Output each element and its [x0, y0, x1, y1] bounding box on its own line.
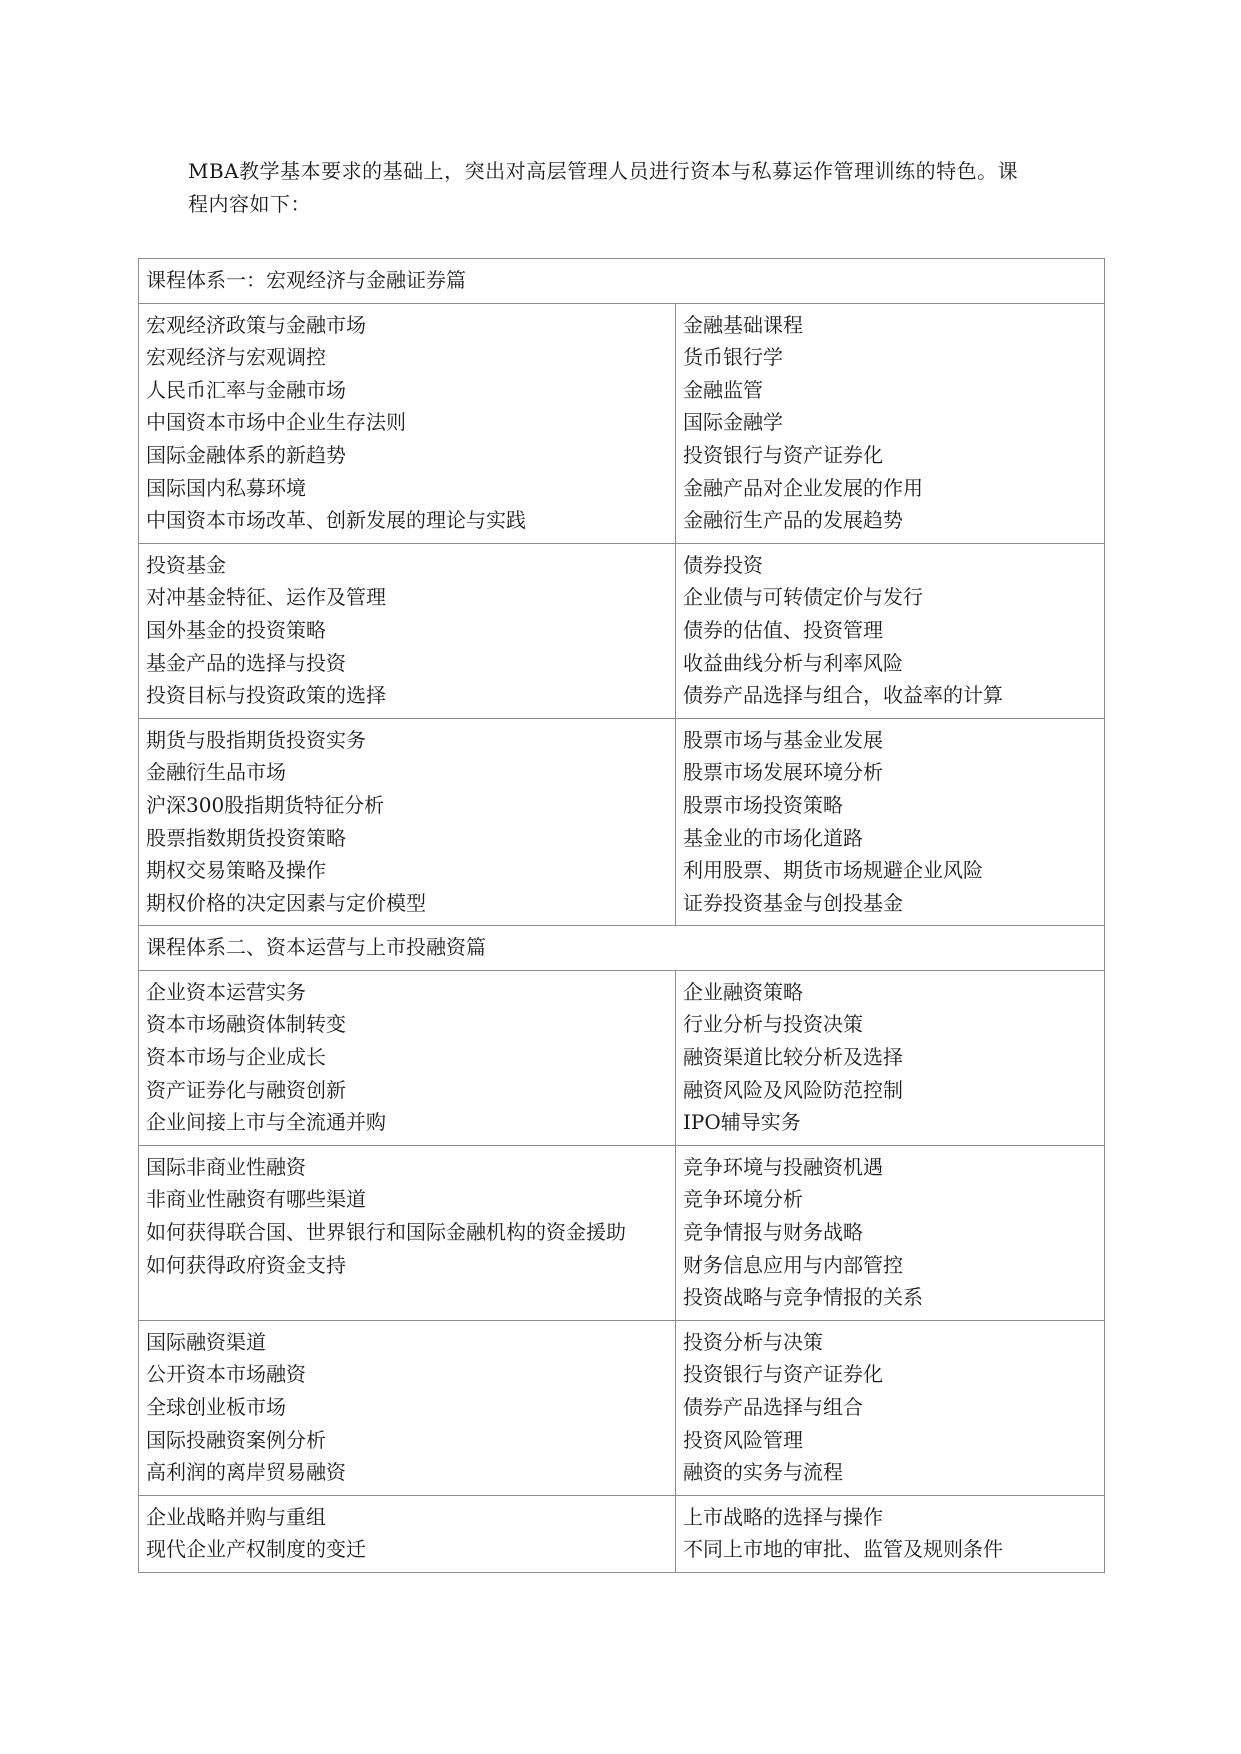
- course-group-title: 企业资本运营实务: [146, 979, 306, 1004]
- course-cell-right: [676, 1495, 1105, 1572]
- section-header-row: [139, 926, 1105, 971]
- course-topic: 期权价格的决定因素与定价模型: [146, 890, 426, 915]
- course-topic: 沪深300股指期货特征分析: [146, 792, 385, 817]
- course-group-title: 国际融资渠道: [146, 1329, 266, 1354]
- course-cell-right: [676, 303, 1105, 543]
- course-topic: 股票市场发展环境分析: [683, 760, 883, 785]
- course-row: [139, 1495, 1105, 1572]
- course-topic: 企业间接上市与全流通并购: [146, 1110, 386, 1135]
- course-topic: 现代企业产权制度的变迁: [146, 1537, 366, 1562]
- course-table-body: [139, 259, 1105, 1573]
- course-topic: IPO辅导实务: [683, 1110, 801, 1135]
- course-topic: 如何获得政府资金支持: [146, 1252, 346, 1277]
- course-topic: 国际金融体系的新趋势: [146, 442, 346, 467]
- course-cell-left: [139, 303, 676, 543]
- course-topic: 金融衍生品市场: [146, 760, 286, 785]
- course-row: [139, 543, 1105, 718]
- course-row: [139, 718, 1105, 926]
- course-topic: 竞争环境分析: [683, 1187, 803, 1212]
- course-topic: 投资风险管理: [683, 1427, 803, 1452]
- course-topic: 非商业性融资有哪些渠道: [146, 1187, 366, 1212]
- course-topic: 宏观经济与宏观调控: [146, 345, 326, 370]
- course-cell-right: [676, 1320, 1105, 1495]
- course-cell-right: [676, 970, 1105, 1145]
- course-row: [139, 970, 1105, 1145]
- course-topic: 国际国内私募环境: [146, 475, 306, 500]
- course-topic: 投资银行与资产证券化: [683, 1362, 883, 1387]
- course-group-title: 企业战略并购与重组: [146, 1504, 326, 1529]
- course-topic: 如何获得联合国、世界银行和国际金融机构的资金援助: [146, 1220, 626, 1245]
- course-topic: 不同上市地的审批、监管及规则条件: [683, 1537, 1003, 1562]
- course-topic: 金融产品对企业发展的作用: [683, 475, 923, 500]
- course-topic: 投资银行与资产证券化: [683, 442, 883, 467]
- course-topic: 基金业的市场化道路: [683, 825, 863, 850]
- course-cell-left: [139, 970, 676, 1145]
- course-cell-left: [139, 1495, 676, 1572]
- course-topic: 人民币汇率与金融市场: [146, 377, 346, 402]
- course-topic: 基金产品的选择与投资: [146, 650, 346, 675]
- course-topic: 公开资本市场融资: [146, 1362, 306, 1387]
- course-row: [139, 1145, 1105, 1320]
- course-topic: 国外基金的投资策略: [146, 617, 326, 642]
- course-row: [139, 1320, 1105, 1495]
- section-header-row: [139, 259, 1105, 304]
- course-topic: 对冲基金特征、运作及管理: [146, 585, 386, 610]
- course-cell-right: [676, 1145, 1105, 1320]
- course-topic: 投资战略与竞争情报的关系: [683, 1285, 923, 1310]
- course-topic: 中国资本市场改革、创新发展的理论与实践: [146, 508, 526, 533]
- course-topic: 资本市场与企业成长: [146, 1045, 326, 1070]
- section-title: 课程体系二、资本运营与上市投融资篇: [139, 926, 1105, 971]
- course-cell-right: [676, 718, 1105, 926]
- course-group-title: 期货与股指期货投资实务: [146, 727, 366, 752]
- course-topic: 债券的估值、投资管理: [683, 617, 883, 642]
- course-topic: 货币银行学: [683, 345, 783, 370]
- course-topic: 利用股票、期货市场规避企业风险: [683, 858, 983, 883]
- course-topic: 国际投融资案例分析: [146, 1427, 326, 1452]
- course-cell-left: [139, 1145, 676, 1320]
- course-group-title: 宏观经济政策与金融市场: [146, 312, 366, 337]
- course-topic: 收益曲线分析与利率风险: [683, 650, 903, 675]
- course-topic: 高利润的离岸贸易融资: [146, 1460, 346, 1485]
- course-topic: 股票市场投资策略: [683, 792, 843, 817]
- section-title: 课程体系一：宏观经济与金融证券篇: [139, 259, 1105, 304]
- course-group-title: 企业融资策略: [683, 979, 803, 1004]
- course-cell-right: [676, 543, 1105, 718]
- course-group-title: 投资分析与决策: [683, 1329, 823, 1354]
- course-topic: 金融衍生产品的发展趋势: [683, 508, 903, 533]
- course-group-title: 股票市场与基金业发展: [683, 727, 883, 752]
- course-table: [138, 258, 1105, 1573]
- course-topic: 全球创业板市场: [146, 1395, 286, 1419]
- course-topic: 金融监管: [683, 377, 763, 402]
- course-topic: 融资的实务与流程: [683, 1460, 843, 1485]
- intro-paragraph: [188, 155, 1058, 221]
- intro-line-1: MBA教学基本要求的基础上，突出对高层管理人员进行资本与私募运作管理训练的特色。课: [188, 159, 1019, 183]
- course-cell-left: [139, 543, 676, 718]
- course-topic: 融资风险及风险防范控制: [683, 1077, 903, 1102]
- course-topic: 资产证券化与融资创新: [146, 1077, 346, 1102]
- course-topic: 融资渠道比较分析及选择: [683, 1045, 903, 1070]
- course-topic: 资本市场融资体制转变: [146, 1012, 346, 1037]
- intro-line-2: 程内容如下：: [188, 192, 311, 216]
- course-topic: 竞争情报与财务战略: [683, 1220, 863, 1245]
- course-group-title: 上市战略的选择与操作: [683, 1504, 883, 1529]
- course-topic: 股票指数期货投资策略: [146, 825, 346, 850]
- course-group-title: 竞争环境与投融资机遇: [683, 1154, 883, 1179]
- course-topic: 证券投资基金与创投基金: [683, 890, 903, 915]
- course-row: [139, 303, 1105, 543]
- course-group-title: 债券投资: [683, 552, 763, 577]
- course-topic: 中国资本市场中企业生存法则: [146, 410, 406, 435]
- course-group-title: 国际非商业性融资: [146, 1154, 306, 1179]
- course-cell-left: [139, 1320, 676, 1495]
- course-topic: 企业债与可转债定价与发行: [683, 585, 923, 610]
- course-group-title: 投资基金: [146, 552, 226, 577]
- course-topic: 债券产品选择与组合: [683, 1395, 863, 1419]
- course-topic: 债券产品选择与组合，收益率的计算: [683, 683, 1003, 708]
- course-topic: 期权交易策略及操作: [146, 858, 326, 883]
- course-topic: 行业分析与投资决策: [683, 1012, 863, 1037]
- course-topic: 投资目标与投资政策的选择: [146, 683, 386, 708]
- course-cell-left: [139, 718, 676, 926]
- course-topic: 财务信息应用与内部管控: [683, 1252, 903, 1277]
- course-group-title: 金融基础课程: [683, 312, 803, 337]
- course-topic: 国际金融学: [683, 410, 783, 435]
